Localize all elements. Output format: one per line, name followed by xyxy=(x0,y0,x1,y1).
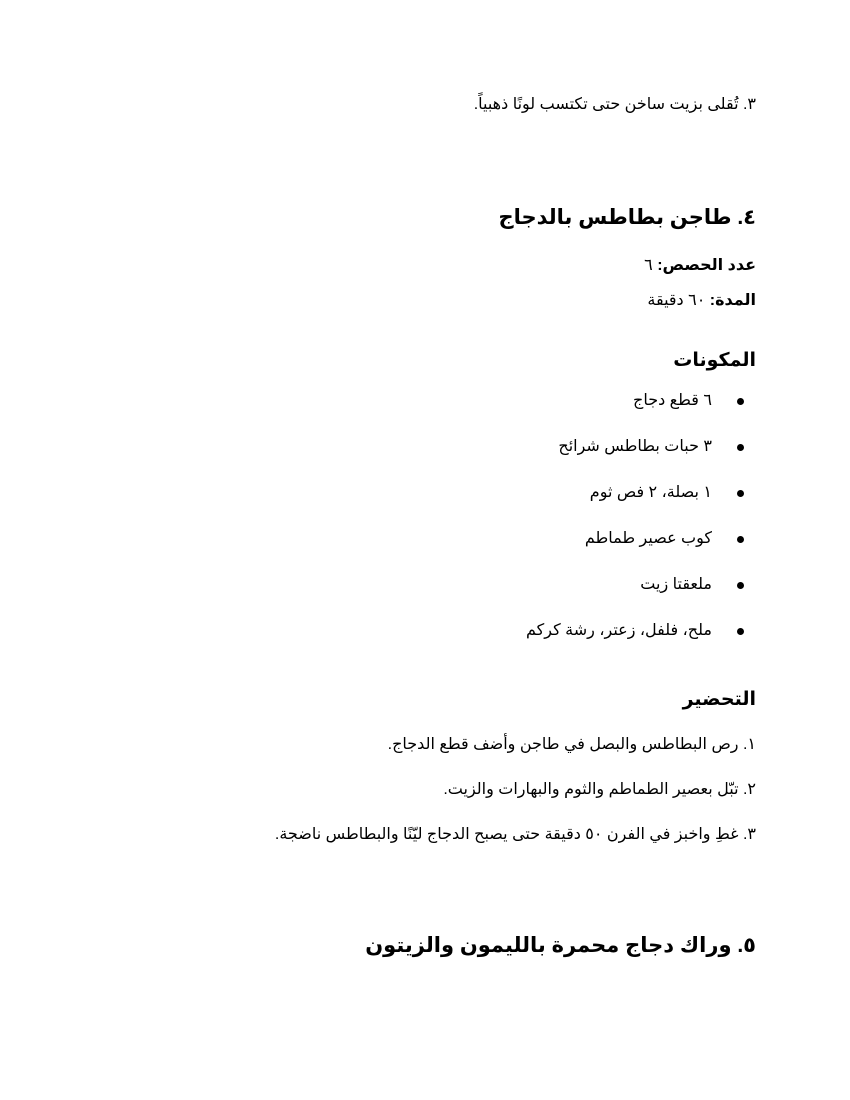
bullet-icon xyxy=(737,628,744,635)
ingredient-text: كوب عصير طماطم xyxy=(584,530,712,547)
servings-value: ٦ xyxy=(644,257,653,274)
list-item xyxy=(526,482,756,528)
ingredient-text: ملعقتا زيت xyxy=(640,576,712,593)
servings-line xyxy=(644,255,756,277)
step-item: ٣. غطِ واخبز في الفرن ٥٠ دقيقة حتى يصبح الدجاج ليّنًا والبطاطس ناضجة. xyxy=(274,826,756,843)
preparation-heading: التحضير xyxy=(682,689,756,710)
bullet-icon xyxy=(737,582,744,589)
ingredient-text: ملح، فلفل، زعتر، رشة كركم xyxy=(526,622,712,639)
ingredient-text: ١ بصلة، ٢ فص ثوم xyxy=(589,484,712,501)
step-item: ١. رص البطاطس والبصل في طاجن وأضف قطع الدجاج. xyxy=(387,736,756,753)
list-item xyxy=(526,436,756,482)
list-item xyxy=(526,528,756,574)
duration-line xyxy=(647,290,756,312)
ingredients-heading: المكونات xyxy=(673,350,756,371)
recipe-title: ٤. طاجن بطاطس بالدجاج xyxy=(498,206,756,229)
ingredient-text: ٦ قطع دجاج xyxy=(633,392,712,409)
next-recipe-title: ٥. وراك دجاج محمرة بالليمون والزيتون xyxy=(365,934,756,957)
duration-label: المدة: xyxy=(709,292,756,309)
step-item: ٢. تبّل بعصير الطماطم والثوم والبهارات والزيت. xyxy=(443,781,756,798)
bullet-icon xyxy=(737,398,744,405)
list-item xyxy=(526,574,756,620)
ingredient-text: ٣ حبات بطاطس شرائح xyxy=(558,438,712,455)
bullet-icon xyxy=(737,490,744,497)
bullet-icon xyxy=(737,536,744,543)
servings-label: عدد الحصص: xyxy=(657,257,756,274)
duration-value: ٦٠ دقيقة xyxy=(647,292,706,309)
bullet-icon xyxy=(737,444,744,451)
list-item xyxy=(526,620,756,666)
list-item xyxy=(526,390,756,436)
ingredients-list xyxy=(526,390,756,666)
preparation-steps xyxy=(275,734,756,869)
previous-recipe-last-step: ٣. تُقلى بزيت ساخن حتى تكتسب لونًا ذهبياً. xyxy=(473,96,756,113)
